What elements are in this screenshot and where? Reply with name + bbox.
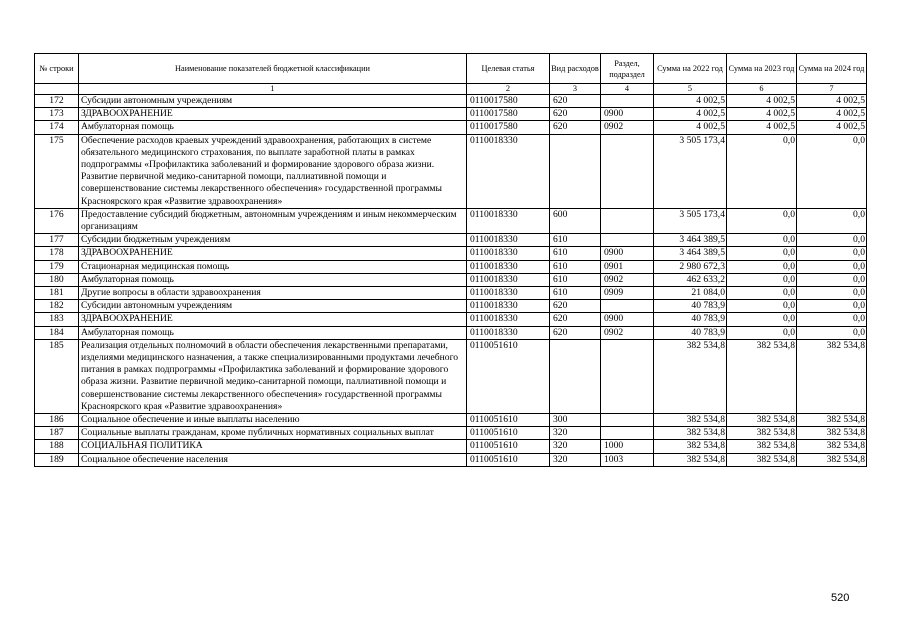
row-expense-type (550, 339, 601, 413)
row-section-code (601, 95, 654, 108)
row-sum-2022: 3 505 173,4 (654, 134, 727, 208)
row-section-code: 0902 (601, 326, 654, 339)
row-name: Субсидии бюджетным учреждениям (79, 234, 467, 247)
row-sum-2023: 0,0 (727, 273, 797, 286)
row-sum-2023: 0,0 (727, 300, 797, 313)
row-section-code (601, 208, 654, 233)
row-expense-type: 610 (550, 247, 601, 260)
row-sum-2024: 0,0 (797, 287, 867, 300)
header-row (35, 54, 867, 84)
row-name: ЗДРАВООХРАНЕНИЕ (79, 108, 467, 121)
row-target-code: 0110051610 (467, 453, 550, 466)
row-target-code: 0110018330 (467, 273, 550, 286)
header-section: Раздел, подраздел (601, 54, 654, 84)
row-expense-type: 610 (550, 260, 601, 273)
row-number: 179 (35, 260, 79, 273)
row-sum-2022: 3 464 389,5 (654, 247, 727, 260)
row-target-code: 0110051610 (467, 440, 550, 453)
row-sum-2022: 3 505 173,4 (654, 208, 727, 233)
row-sum-2024: 4 002,5 (797, 121, 867, 134)
row-number: 177 (35, 234, 79, 247)
row-target-code: 0110017580 (467, 108, 550, 121)
row-sum-2024: 382 534,8 (797, 414, 867, 427)
header-sum-2022: Сумма на 2022 год (654, 54, 727, 84)
row-section-code: 0901 (601, 260, 654, 273)
table-row (35, 300, 867, 313)
row-number: 183 (35, 313, 79, 326)
table-row (35, 247, 867, 260)
row-expense-type: 320 (550, 427, 601, 440)
row-expense-type: 320 (550, 453, 601, 466)
header-row-no: № строки (35, 54, 79, 84)
row-sum-2022: 40 783,9 (654, 300, 727, 313)
row-sum-2022: 21 084,0 (654, 287, 727, 300)
row-section-code: 0902 (601, 273, 654, 286)
row-sum-2022: 4 002,5 (654, 95, 727, 108)
row-sum-2024: 382 534,8 (797, 440, 867, 453)
row-target-code: 0110017580 (467, 121, 550, 134)
row-name: ЗДРАВООХРАНЕНИЕ (79, 313, 467, 326)
row-sum-2022: 382 534,8 (654, 414, 727, 427)
column-index: 4 (601, 84, 654, 95)
row-section-code (601, 339, 654, 413)
column-index: 2 (467, 84, 550, 95)
row-expense-type: 610 (550, 287, 601, 300)
row-number: 186 (35, 414, 79, 427)
row-number: 180 (35, 273, 79, 286)
row-expense-type: 620 (550, 300, 601, 313)
row-name: Амбулаторная помощь (79, 273, 467, 286)
row-target-code: 0110018330 (467, 300, 550, 313)
row-target-code: 0110018330 (467, 287, 550, 300)
row-sum-2024: 0,0 (797, 313, 867, 326)
row-sum-2023: 0,0 (727, 234, 797, 247)
row-name: Предоставление субсидий бюджетным, автономным учреждениям и иным некоммерческим организациям (79, 208, 467, 233)
row-name: Социальное обеспечение и иные выплаты населению (79, 414, 467, 427)
row-sum-2022: 4 002,5 (654, 121, 727, 134)
row-sum-2022: 462 633,2 (654, 273, 727, 286)
row-section-code: 1000 (601, 440, 654, 453)
column-index: 6 (727, 84, 797, 95)
row-name: Субсидии автономным учреждениям (79, 300, 467, 313)
row-name: Амбулаторная помощь (79, 326, 467, 339)
row-sum-2024: 0,0 (797, 273, 867, 286)
table-row (35, 313, 867, 326)
row-name: Стационарная медицинская помощь (79, 260, 467, 273)
row-section-code (601, 300, 654, 313)
row-target-code: 0110018330 (467, 208, 550, 233)
row-sum-2022: 382 534,8 (654, 440, 727, 453)
row-sum-2022: 382 534,8 (654, 427, 727, 440)
row-number: 176 (35, 208, 79, 233)
row-number: 188 (35, 440, 79, 453)
row-sum-2022: 3 464 389,5 (654, 234, 727, 247)
row-sum-2023: 382 534,8 (727, 427, 797, 440)
column-index: 5 (654, 84, 727, 95)
table-row (35, 287, 867, 300)
row-sum-2024: 0,0 (797, 247, 867, 260)
row-sum-2024: 4 002,5 (797, 108, 867, 121)
row-section-code (601, 427, 654, 440)
row-sum-2022: 40 783,9 (654, 313, 727, 326)
row-number: 174 (35, 121, 79, 134)
row-expense-type: 610 (550, 273, 601, 286)
row-target-code: 0110051610 (467, 414, 550, 427)
row-expense-type: 300 (550, 414, 601, 427)
row-target-code: 0110018330 (467, 313, 550, 326)
row-section-code (601, 134, 654, 208)
row-number: 185 (35, 339, 79, 413)
column-index: 3 (550, 84, 601, 95)
row-sum-2022: 382 534,8 (654, 453, 727, 466)
row-sum-2023: 0,0 (727, 326, 797, 339)
row-number: 173 (35, 108, 79, 121)
row-sum-2023: 382 534,8 (727, 453, 797, 466)
row-target-code: 0110017580 (467, 95, 550, 108)
row-name: Социальное обеспечение населения (79, 453, 467, 466)
row-number: 184 (35, 326, 79, 339)
row-target-code: 0110018330 (467, 326, 550, 339)
header-sum-2024: Сумма на 2024 год (797, 54, 867, 84)
row-name: Реализация отдельных полномочий в области обеспечения лекарственными препаратами, изделиями медицинского назначения, а также специализированными продуктами лечебного питания в рамках подпрограммы «Профилактика заболеваний и формирование здорового образа жизни. Развитие первичной медико-санитарной помощи, паллиативной помощи и совершенствование системы лекарственного обеспечения» государственной программы Красноярского края «Развитие здравоохранения» (79, 339, 467, 413)
column-index-row (35, 84, 867, 95)
row-section-code (601, 414, 654, 427)
table-row (35, 95, 867, 108)
row-expense-type: 610 (550, 234, 601, 247)
row-section-code (601, 234, 654, 247)
row-sum-2023: 0,0 (727, 313, 797, 326)
row-sum-2024: 4 002,5 (797, 95, 867, 108)
table-row (35, 108, 867, 121)
row-expense-type (550, 134, 601, 208)
table-row (35, 260, 867, 273)
row-sum-2024: 0,0 (797, 208, 867, 233)
row-expense-type: 600 (550, 208, 601, 233)
table-row (35, 234, 867, 247)
row-sum-2022: 2 980 672,3 (654, 260, 727, 273)
row-sum-2022: 382 534,8 (654, 339, 727, 413)
row-number: 172 (35, 95, 79, 108)
budget-table (34, 53, 867, 467)
row-sum-2023: 4 002,5 (727, 108, 797, 121)
row-sum-2023: 382 534,8 (727, 440, 797, 453)
row-number: 187 (35, 427, 79, 440)
table-body (35, 95, 867, 467)
row-sum-2023: 382 534,8 (727, 414, 797, 427)
row-sum-2024: 382 534,8 (797, 339, 867, 413)
row-sum-2023: 4 002,5 (727, 121, 797, 134)
table-row (35, 326, 867, 339)
row-sum-2023: 382 534,8 (727, 339, 797, 413)
row-sum-2023: 0,0 (727, 260, 797, 273)
row-number: 181 (35, 287, 79, 300)
row-expense-type: 620 (550, 313, 601, 326)
row-name: СОЦИАЛЬНАЯ ПОЛИТИКА (79, 440, 467, 453)
table-row (35, 414, 867, 427)
row-sum-2024: 382 534,8 (797, 427, 867, 440)
row-section-code: 1003 (601, 453, 654, 466)
row-section-code: 0900 (601, 247, 654, 260)
row-sum-2023: 4 002,5 (727, 95, 797, 108)
row-number: 175 (35, 134, 79, 208)
table-row (35, 453, 867, 466)
page-number: 520 (831, 592, 850, 604)
table-row (35, 339, 867, 413)
row-sum-2023: 0,0 (727, 287, 797, 300)
row-section-code: 0909 (601, 287, 654, 300)
row-number: 178 (35, 247, 79, 260)
header-name: Наименование показателей бюджетной классификации (79, 54, 467, 84)
row-sum-2022: 40 783,9 (654, 326, 727, 339)
row-section-code: 0902 (601, 121, 654, 134)
table-row (35, 208, 867, 233)
row-number: 182 (35, 300, 79, 313)
row-expense-type: 620 (550, 326, 601, 339)
row-target-code: 0110018330 (467, 247, 550, 260)
row-number: 189 (35, 453, 79, 466)
row-target-code: 0110018330 (467, 260, 550, 273)
table-row (35, 273, 867, 286)
row-name: Субсидии автономным учреждениям (79, 95, 467, 108)
header-target: Целевая статья (467, 54, 550, 84)
row-sum-2023: 0,0 (727, 208, 797, 233)
row-sum-2022: 4 002,5 (654, 108, 727, 121)
header-sum-2023: Сумма на 2023 год (727, 54, 797, 84)
table-row (35, 134, 867, 208)
row-target-code: 0110018330 (467, 134, 550, 208)
row-section-code: 0900 (601, 313, 654, 326)
row-sum-2024: 0,0 (797, 234, 867, 247)
row-target-code: 0110018330 (467, 234, 550, 247)
table-row (35, 121, 867, 134)
column-index: 1 (79, 84, 467, 95)
row-expense-type: 620 (550, 108, 601, 121)
row-expense-type: 320 (550, 440, 601, 453)
row-sum-2023: 0,0 (727, 134, 797, 208)
row-sum-2023: 0,0 (727, 247, 797, 260)
row-expense-type: 620 (550, 121, 601, 134)
row-sum-2024: 0,0 (797, 300, 867, 313)
header-expense-type: Вид расходов (550, 54, 601, 84)
row-name: ЗДРАВООХРАНЕНИЕ (79, 247, 467, 260)
row-sum-2024: 0,0 (797, 134, 867, 208)
row-section-code: 0900 (601, 108, 654, 121)
row-expense-type: 620 (550, 95, 601, 108)
row-name: Амбулаторная помощь (79, 121, 467, 134)
table-row (35, 440, 867, 453)
table-row (35, 427, 867, 440)
column-index-spacer (35, 84, 79, 95)
column-index: 7 (797, 84, 867, 95)
row-name: Обеспечение расходов краевых учреждений здравоохранения, работающих в системе обязательного медицинского страхования, по выплате заработной платы в рамках подпрограммы «Профилактика заболеваний и формирование здорового образа жизни. Развитие первичной медико-санитарной помощи, паллиативной помощи и совершенствование системы лекарственного обеспечения» государственной программы Красноярского края «Развитие здравоохранения» (79, 134, 467, 208)
row-name: Социальные выплаты гражданам, кроме публичных нормативных социальных выплат (79, 427, 467, 440)
row-sum-2024: 382 534,8 (797, 453, 867, 466)
row-target-code: 0110051610 (467, 427, 550, 440)
row-name: Другие вопросы в области здравоохранения (79, 287, 467, 300)
row-target-code: 0110051610 (467, 339, 550, 413)
row-sum-2024: 0,0 (797, 326, 867, 339)
row-sum-2024: 0,0 (797, 260, 867, 273)
